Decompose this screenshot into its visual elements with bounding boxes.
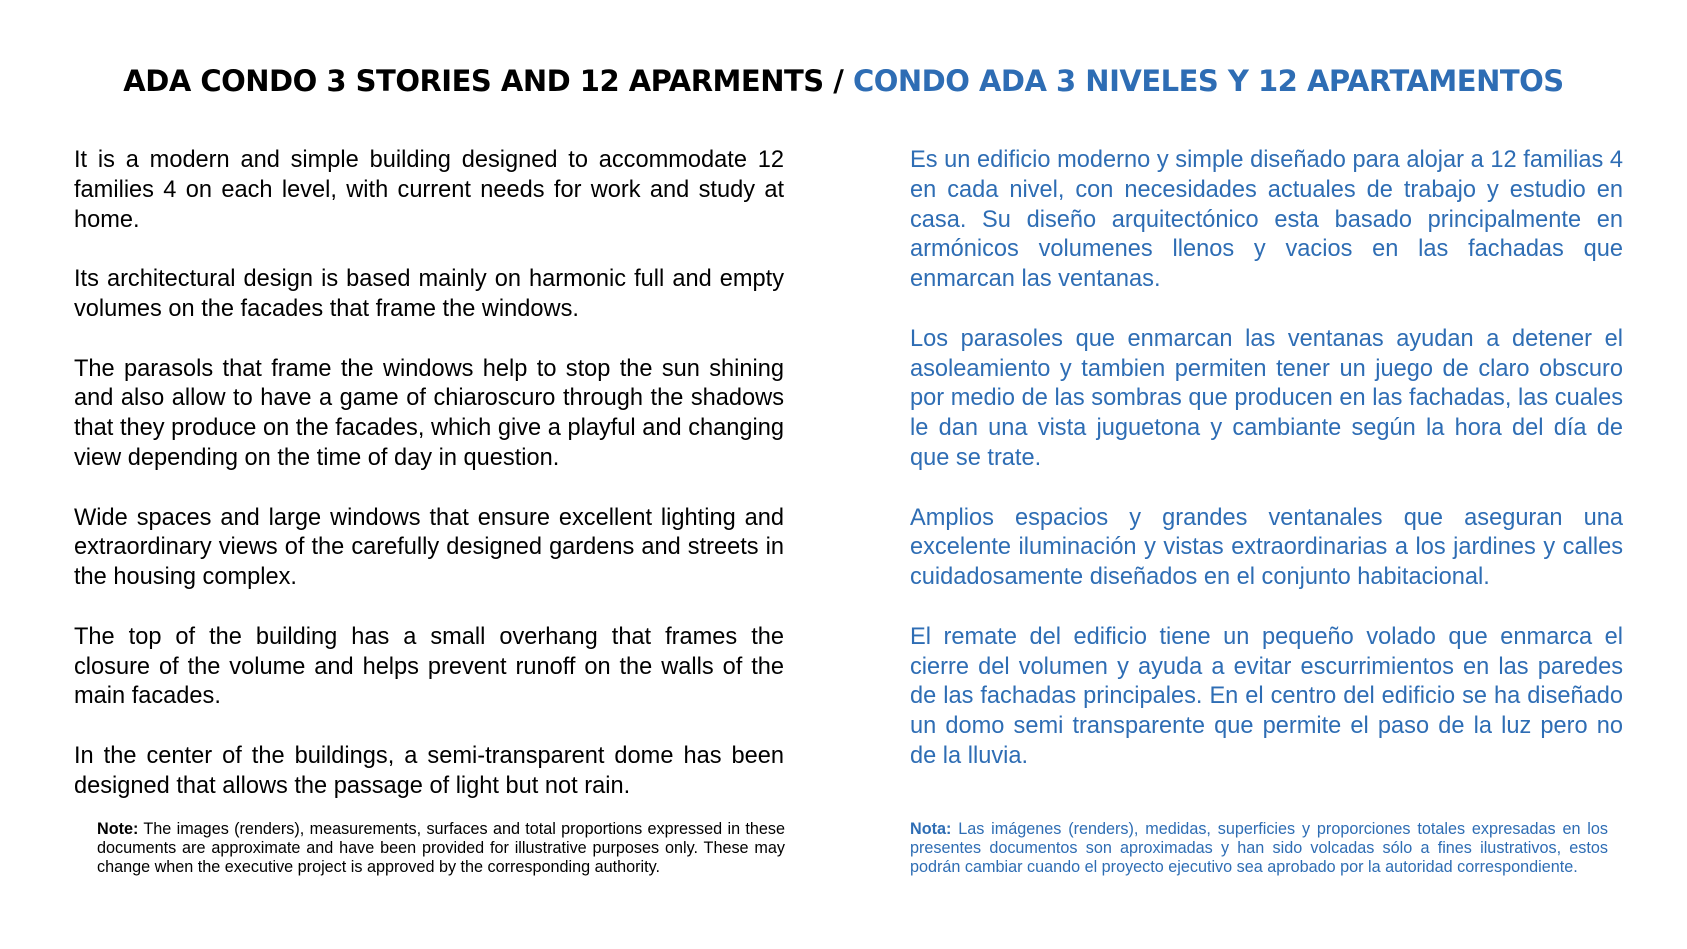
title-english: ADA CONDO 3 STORIES AND 12 APARMENTS [123, 64, 824, 98]
english-paragraph-6: In the center of the buildings, a semi-transparent dome has been designed that allows the passage of light but not rain. [74, 742, 784, 799]
english-column [74, 146, 784, 831]
spanish-paragraph-2: Los parasoles que enmarcan las ventanas ayudan a detener el asoleamiento y tambien permiten tener un juego de claro obscuro por medio de las sombras que producen en las fachadas, las cuales le dan una vista juguetona y cambiante según la hora del día de que se trate. [910, 325, 1623, 471]
spanish-paragraph-3: Amplios espacios y grandes ventanales que aseguran una excelente iluminación y vistas extraordinarias a los jardines y calles cuidadosamente diseñados en el conjunto habitacional. [910, 504, 1623, 591]
english-paragraph-3: The parasols that frame the windows help to stop the sun shining and also allow to have a game of chiaroscuro through the shadows that they produce on the facades, which give a playful and changing view depending on the time of day in question. [74, 355, 784, 471]
english-paragraph-2: Its architectural design is based mainly on harmonic full and empty volumes on the facades that frame the windows. [74, 266, 784, 322]
spanish-paragraph-4: El remate del edificio tiene un pequeño volado que enmarca el cierre del volumen y ayuda a evitar escurrimientos en las paredes de las fachadas principales. En el centro del edificio se ha diseñado un domo semi transparente que permite el paso de la luz pero no de la lluvia. [910, 623, 1623, 769]
english-note-text: The images (renders), measurements, surfaces and total proportions expressed in these documents are approximate and have been provided for illustrative purposes only. These may change when the executive project is approved by the corresponding authority. [97, 820, 785, 876]
title-spanish: CONDO ADA 3 NIVELES Y 12 APARTAMENTOS [852, 64, 1564, 98]
english-paragraph-4: Wide spaces and large windows that ensure excellent lighting and extraordinary views of the carefully designed gardens and streets in the housing complex. [74, 504, 784, 591]
english-paragraph-5: The top of the building has a small overhang that frames the closure of the volume and helps prevent runoff on the walls of the main facades. [74, 623, 784, 710]
spanish-paragraph-1: Es un edificio moderno y simple diseñado para alojar a 12 familias 4 en cada nivel, con necesidades actuales de trabajo y estudio en casa. Su diseño arquitectónico esta basado principalmente en armónicos volumenes llenos y vacios en las fachadas que enmarcan las ventanas. [910, 147, 1623, 293]
english-paragraph-1: It is a modern and simple building designed to accommodate 12 families 4 on each level, with current needs for work and study at home. [74, 147, 784, 233]
spanish-note-text: Las imágenes (renders), medidas, superficies y proporciones totales expresadas en los presentes documentos son aproximadas y han sido volcadas sólo a fines ilustrativos, estos podrán cambiar cuando el proyecto ejecutivo sea aprobado por la autoridad correspondiente. [910, 820, 1608, 876]
title-separator: / [823, 64, 853, 98]
english-note-label: Note: [97, 820, 139, 838]
english-note [97, 820, 785, 877]
page-title [0, 64, 1687, 98]
spanish-note-label: Nota: [910, 820, 952, 838]
spanish-column [910, 146, 1623, 802]
spanish-note [910, 820, 1608, 877]
